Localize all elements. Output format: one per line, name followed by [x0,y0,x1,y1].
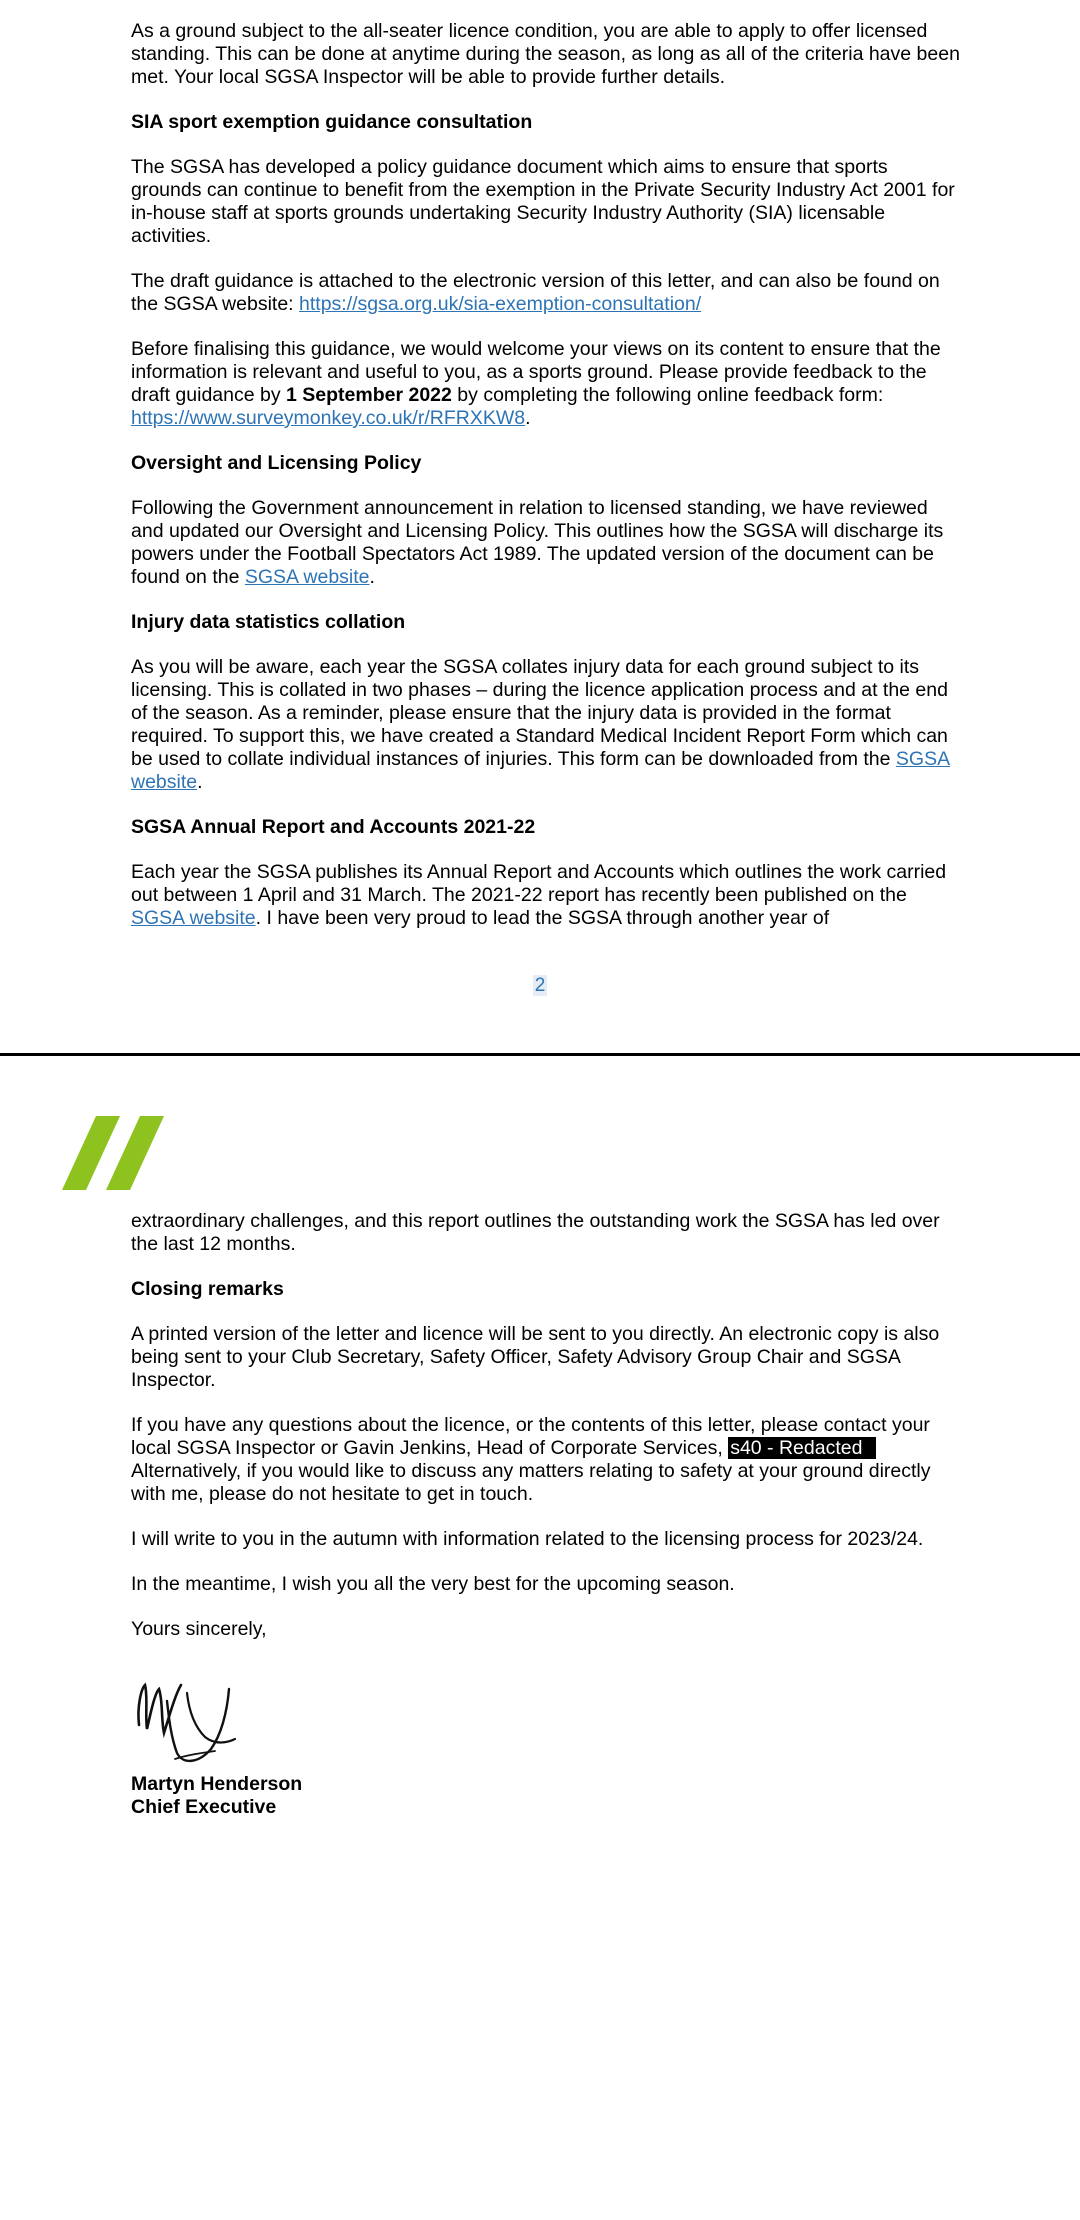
page-2-body [131,1210,961,1819]
paragraph-oversight-text: Following the Government announcement in relation to licensed standing, we have reviewed and updated our Oversight and Licensing Policy. This outlines how the SGSA will discharge its powers under the Football Spectators Act 1989. The updated version of the document can be found on the [131,497,944,588]
paragraph-annual-report-end: . I have been very proud to lead the SGSA through another year of [255,907,830,929]
paragraph-closing-2-text: If you have any questions about the licence, or the contents of this letter, please contact your local SGSA Inspector or Gavin Jenkins, Head of Corporate Services, [131,1414,930,1459]
paragraph-sia-3-end: . [525,407,531,429]
paragraph-closing-2-end: Alternatively, if you would like to discuss any matters relating to safety at your ground directly with me, please do not hesitate to get in touch. [131,1460,931,1505]
paragraph-oversight-end: . [369,566,375,588]
sia-consultation-link[interactable]: https://sgsa.org.uk/sia-exemption-consultation/ [299,293,702,315]
paragraph-sia-2-text: The draft guidance is attached to the electronic version of this letter, and can also be found on the SGSA website: [131,270,940,315]
paragraph-closing-3: I will write to you in the autumn with information related to the licensing process for 2023/24. [131,1528,924,1550]
paragraph-sia-3-mid: by completing the following online feedback form: [451,384,884,406]
paragraph-closing-4: In the meantime, I wish you all the very best for the upcoming season. [131,1573,735,1595]
paragraph-oversight [131,497,961,589]
signature-icon [131,1667,241,1767]
paragraph-sia-3 [131,338,961,430]
redaction-block: s40 - Redacted [728,1437,876,1459]
heading-injury-data: Injury data statistics collation [131,611,406,633]
sign-off: Yours sincerely, [131,1618,267,1640]
paragraph-annual-report [131,861,961,930]
heading-closing-remarks: Closing remarks [131,1278,284,1300]
paragraph-injury-end: . [197,771,203,793]
survey-feedback-link[interactable]: https://www.surveymonkey.co.uk/r/RFRXKW8 [131,407,526,429]
paragraph-sia-2 [131,270,961,316]
paragraph-closing-2 [131,1414,961,1506]
injury-sgsa-website-link[interactable]: SGSA website [131,748,951,793]
signatory-title: Chief Executive [131,1796,277,1818]
page-number [0,974,1080,997]
page-number-value: 2 [534,975,546,996]
heading-oversight-policy: Oversight and Licensing Policy [131,452,422,474]
paragraph-injury [131,656,961,794]
sgsa-logo-icon [62,1116,164,1190]
paragraph-closing-1: A printed version of the letter and licence will be sent to you directly. An electronic copy is also being sent to your Club Secretary, Safety Officer, Safety Advisory Group Chair and SGSA Inspector. [131,1323,940,1391]
paragraph-annual-report-text: Each year the SGSA publishes its Annual Report and Accounts which outlines the work carried out between 1 April and 31 March. The 2021-22 report has recently been published on the [131,861,947,906]
paragraph-sia-3-text: Before finalising this guidance, we would welcome your views on its content to ensure that the information is relevant and useful to you, as a sports ground. Please provide feedback to the draft guidance by [131,338,941,406]
oversight-sgsa-website-link[interactable]: SGSA website [244,566,370,588]
paragraph-licensed-standing: As a ground subject to the all-seater licence condition, you are able to apply to offer licensed standing. This can be done at anytime during the season, as long as all of the criteria have been met. Your local SGSA Inspector will be able to provide further details. [131,20,960,88]
annual-report-sgsa-website-link[interactable]: SGSA website [131,907,256,929]
paragraph-continued: extraordinary challenges, and this report outlines the outstanding work the SGSA has led over the last 12 months. [131,1210,940,1255]
signatory-name: Martyn Henderson [131,1773,303,1795]
heading-annual-report: SGSA Annual Report and Accounts 2021-22 [131,816,536,838]
page-divider [0,1053,1080,1056]
paragraph-sia-1: The SGSA has developed a policy guidance document which aims to ensure that sports grounds can continue to benefit from the exemption in the Private Security Industry Act 2001 for in-house staff at sports grounds undertaking Security Industry Authority (SIA) licensable activities. [131,156,955,247]
heading-sia-exemption: SIA sport exemption guidance consultation [131,111,533,133]
feedback-deadline: 1 September 2022 [286,384,452,406]
paragraph-injury-text: As you will be aware, each year the SGSA collates injury data for each ground subject to its licensing. This is collated in two phases – during the licence application process and at the end of the season. As a reminder, please ensure that the injury data is provided in the format required. To support this, we have created a Standard Medical Incident Report Form which can be used to collate individual instances of injuries. This form can be downloaded from the [131,656,948,770]
page-1-body [131,20,961,952]
